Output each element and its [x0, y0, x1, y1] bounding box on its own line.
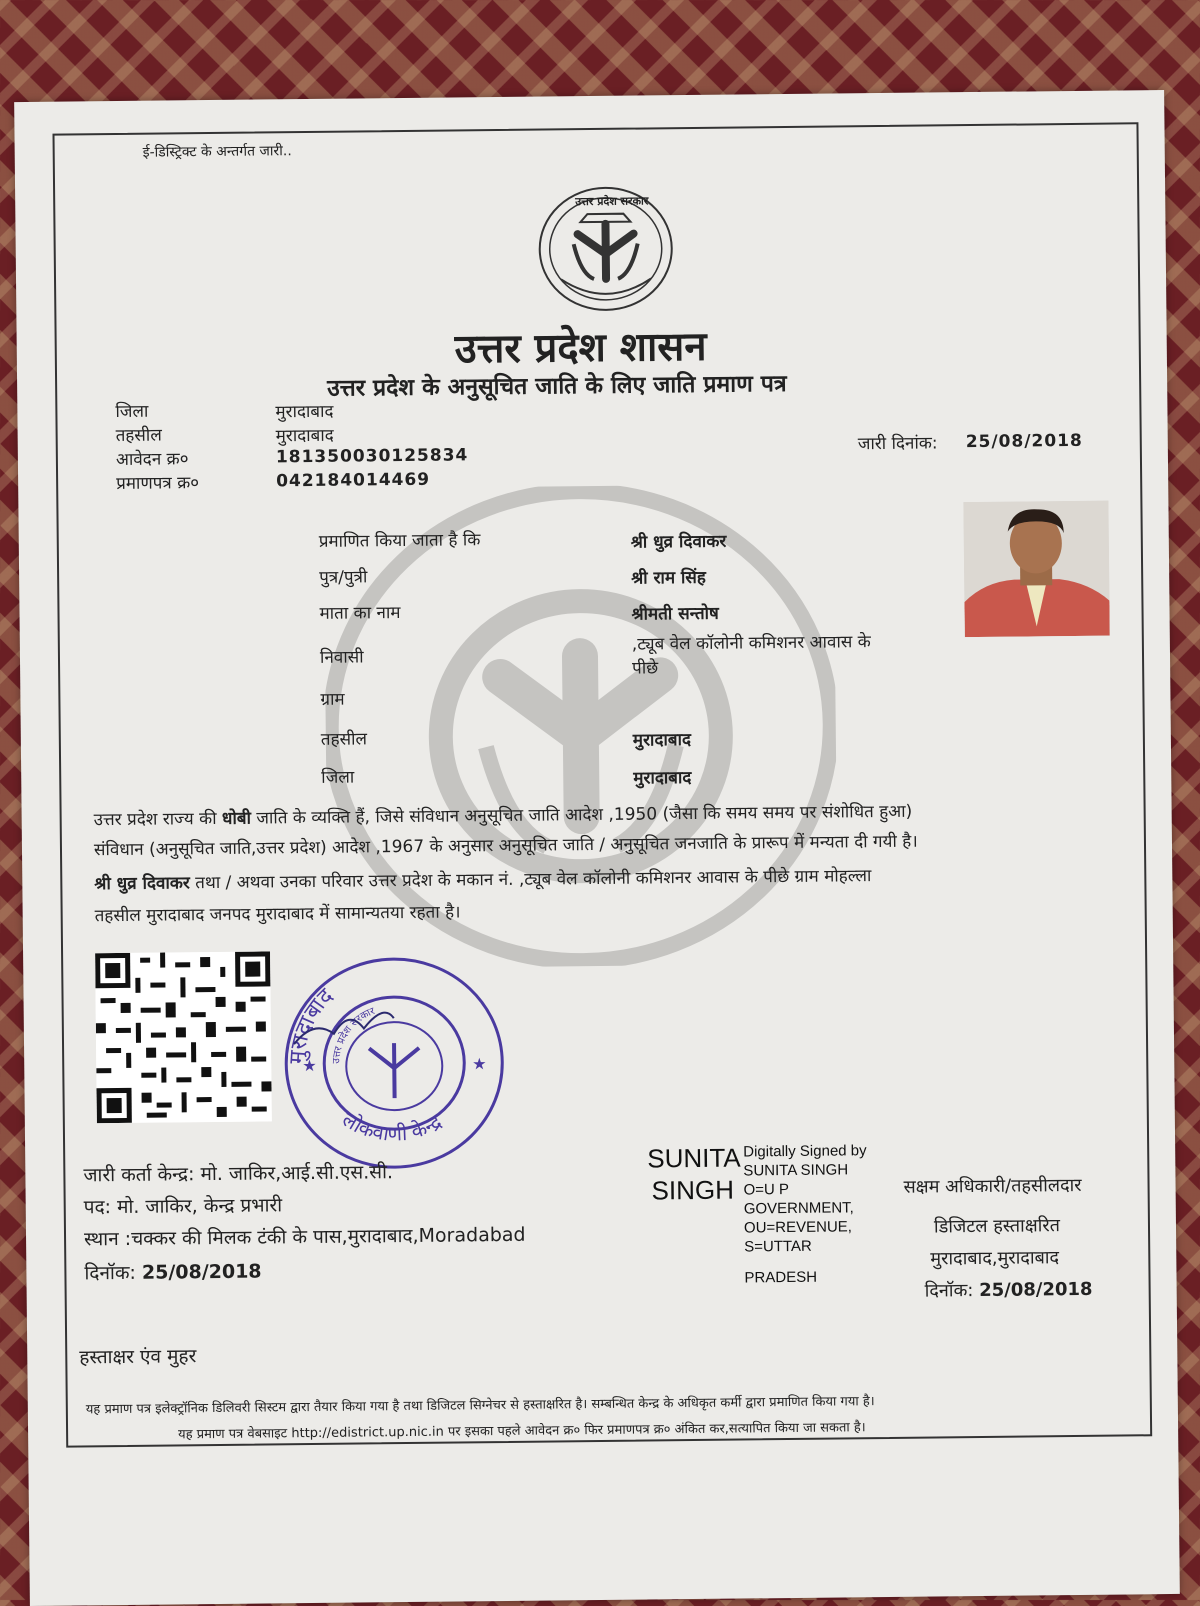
field-value-tehsil: मुरादाबाद [632, 730, 692, 751]
field-value-name: श्री धुव्र दिवाकर [630, 531, 727, 553]
body-line-1c: जाति के व्यक्ति हैं, जिसे संविधान अनुसूचित जाति आदेश ,1950 (जैसा कि समय समय पर संशोधित हुआ) [250, 801, 913, 829]
authority-digital: डिजिटल हस्ताक्षरित [933, 1215, 1061, 1238]
sign-seal-label: हस्ताक्षर एंव मुहर [79, 1345, 197, 1369]
certificate-paper [14, 90, 1180, 1606]
field-value-father: श्री राम सिंह [631, 567, 707, 589]
certificate-label: प्रमाणपत्र क्र० [116, 473, 200, 495]
issue-date-value: 25/08/2018 [965, 430, 1083, 453]
signature-details [743, 1141, 868, 1287]
field-label-tehsil: तहसील [320, 729, 368, 750]
svg-text:★: ★ [472, 1054, 487, 1074]
body-line-1a: उत्तर प्रदेश राज्य की [93, 808, 223, 831]
stamp-inner-text: उत्तर प्रदेश सरकार [331, 1005, 377, 1064]
applicant-photo [963, 501, 1109, 638]
signature-line-7: PRADESH [744, 1268, 818, 1287]
official-seal-stamp [273, 947, 515, 1180]
field-value-resident-2: पीछे [632, 658, 659, 679]
svg-text:उत्तर प्रदेश सरकार [331, 1006, 378, 1064]
issuer-post: पद: मो. जाकिर, केन्द्र प्रभारी [83, 1194, 283, 1219]
field-label-certified: प्रमाणित किया जाता है कि [318, 530, 481, 552]
tehsil-value: मुरादाबाद [275, 425, 334, 447]
caste-name: धोबी [221, 808, 252, 829]
tehsil-label: तहसील [115, 425, 162, 447]
top-note: ई-डिस्ट्रिक्ट के अन्तर्गत जारी.. [142, 143, 292, 161]
application-value: 181350030125834 [275, 445, 469, 468]
field-label-mother: माता का नाम [319, 603, 401, 624]
field-label-resident: निवासी [319, 647, 364, 668]
signature-line-3: O=U P [743, 1181, 790, 1199]
signer-name-line2: SINGH [651, 1174, 735, 1206]
issuer-date-label: दिनॉक: [84, 1261, 137, 1285]
issuer-date-value: 25/08/2018 [141, 1260, 262, 1284]
qr-code [95, 951, 272, 1123]
watermark-emblem-icon [320, 484, 838, 969]
district-label: जिला [115, 401, 149, 423]
field-label-district: जिला [321, 767, 355, 788]
issuing-center: जारी कर्ता केन्द्र: मो. जाकिर,आई.सी.एस.सी. [83, 1161, 394, 1187]
body-line-2: संविधान (अनुसूचित जाति,उत्तर प्रदेश) आदेश ,1967 के अनुसार अनुसूचित जाति / अनुसूचित जनजाति के प्रारूप में मन्यता दी गयी है। [93, 831, 918, 861]
field-value-district: मुरादाबाद [633, 768, 692, 789]
svg-text:मुरादाबाद [284, 984, 339, 1065]
signature-line-6: S=UTTAR [744, 1237, 812, 1256]
emblem-text: उत्तर प्रदेश सरकार [575, 194, 649, 209]
issuer-place: स्थान :चक्कर की मिलक टंकी के पास,मुरादाबाद,Moradabad [83, 1223, 526, 1251]
body-line-3b: तथा / अथवा उनका परिवार उत्तर प्रदेश के मकान नं. ,ट्यूब वेल कॉलोनी कमिशनर आवास के पीछे ग्राम मोहल्ला [189, 866, 872, 894]
svg-text:★: ★ [302, 1055, 317, 1076]
authority-date-value: 25/08/2018 [979, 1278, 1093, 1302]
district-value: मुरादाबाद [275, 401, 334, 423]
issue-date-label: जारी दिनांक: [857, 433, 938, 455]
signature-line-1: Digitally Signed by [743, 1142, 867, 1161]
signature-line-2: SUNITA SINGH [743, 1161, 849, 1180]
body-line-4: तहसील मुरादाबाद जनपद मुरादाबाद में सामान्यतया रहता है। [94, 902, 461, 927]
field-value-resident: ,ट्यूब वेल कॉलोनी कमिशनर आवास के [631, 632, 871, 655]
field-label-village: ग्राम [320, 689, 345, 710]
stamp-outer-text: मुरादाबाद [285, 983, 339, 1065]
authority-title: सक्षम अधिकारी/तहसीलदार [903, 1174, 1082, 1198]
application-label: आवेदन क्र० [115, 449, 189, 471]
authority-place: मुरादाबाद,मुरादाबाद [930, 1247, 1060, 1270]
field-value-mother: श्रीमती सन्तोष [631, 603, 719, 625]
signer-name-line1: SUNITA [647, 1142, 741, 1174]
svg-text:लोकवाणी केन्द्र [338, 1106, 446, 1146]
page-title: उत्तर प्रदेश शासन [454, 323, 707, 373]
footer-line-1: यह प्रमाण पत्र इलेक्ट्रॉनिक डिलिवरी सिस्टम द्वारा तैयार किया गया है तथा डिजिटल सिग्नेचर से हस्ताक्षरित है। सम्बन्धित केन्द्र के अधिकृत कर्मी द्वारा प्रमाणित किया गया है। [85, 1394, 875, 1418]
body-name: श्री धुव्र दिवाकर [94, 873, 190, 895]
footer-line-2: यह प्रमाण पत्र वेबसाइट http://edistrict.up.nic.in पर इसका पहले आवेदन क्र० फिर प्रमाणपत्र क्र० अंकित कर,सत्यापित किया जा सकता है। [178, 1420, 866, 1443]
authority-date [925, 1277, 1093, 1303]
certificate-value: 042184014469 [276, 469, 431, 492]
page-subtitle: उत्तर प्रदेश के अनुसूचित जाति के लिए जाति प्रमाण पत्र [327, 370, 787, 402]
field-label-son-daughter: पुत्र/पुत्री [319, 567, 368, 588]
issuer-date [84, 1258, 261, 1286]
stamp-bottom-text: लोकवाणी केन्द्र [338, 1107, 446, 1146]
signature-line-5: OU=REVENUE, [743, 1218, 853, 1237]
signature-line-4: GOVERNMENT, [743, 1199, 854, 1218]
authority-date-label: दिनॉक: [924, 1280, 974, 1302]
